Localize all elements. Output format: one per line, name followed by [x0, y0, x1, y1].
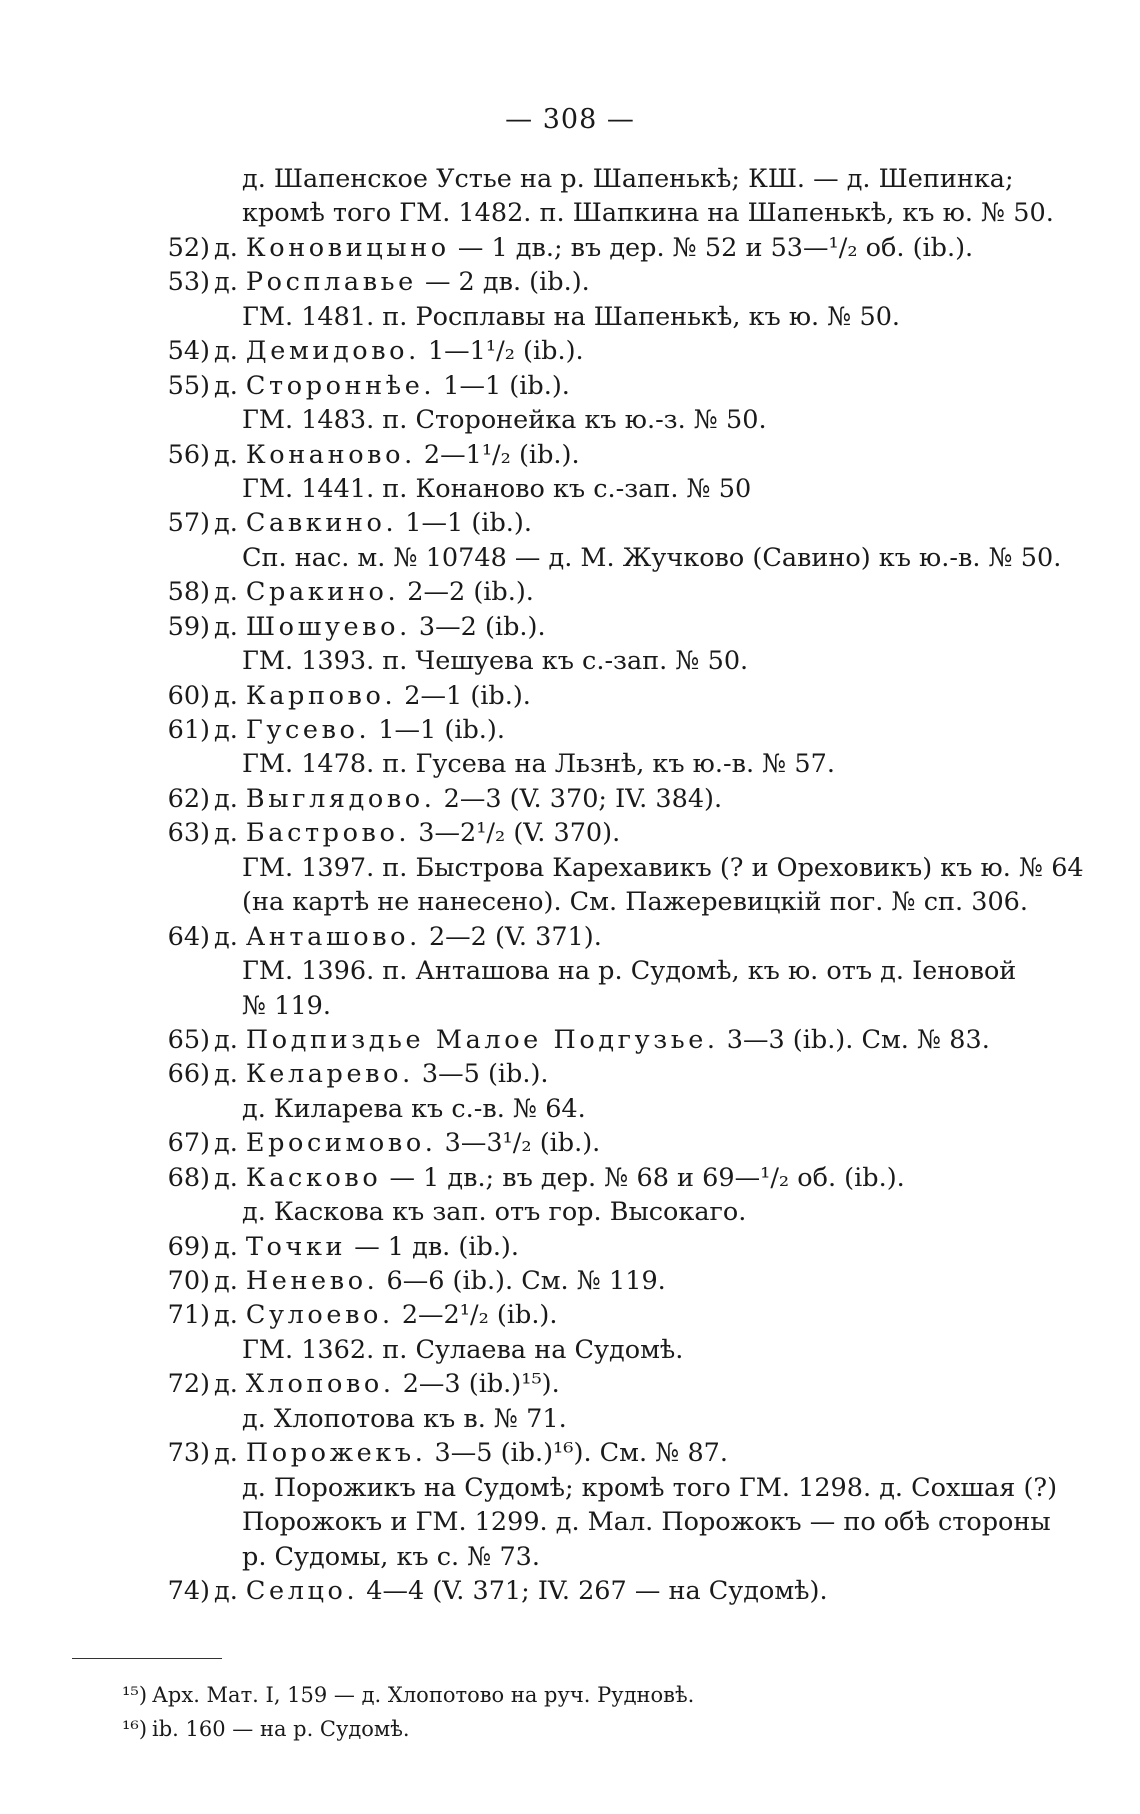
entry-text — [214, 1126, 1050, 1160]
footnote-text: Арх. Мат. I, 159 — д. Хлопотово на руч. Рудновѣ. — [152, 1683, 695, 1707]
entry-prefix: д. — [214, 611, 238, 642]
entry-details: 6—6 (ib.). См. № 119. — [386, 1266, 666, 1296]
entry-line — [0, 1574, 1140, 1608]
entry-details: 2—3 (ib.)¹⁵). — [402, 1369, 560, 1400]
footnote — [0, 1678, 1140, 1712]
village-name: Шошуево. — [245, 611, 411, 642]
entry-details: — 2 дв. (ib.). — [424, 267, 590, 298]
entry-prefix: д. — [214, 1024, 238, 1055]
entry-details: 3—3¹/₂ (ib.). — [444, 1128, 601, 1159]
entry-line — [0, 334, 1140, 368]
entry-prefix: д. — [214, 508, 238, 539]
entry-line — [0, 679, 1140, 713]
entry-prefix: д. — [214, 921, 238, 952]
entry-details: — 1 дв.; въ дер. № 52 и 53—¹/₂ об. (ib.). — [457, 232, 974, 263]
village-name: Касково — [245, 1162, 382, 1193]
entry-line — [0, 610, 1140, 644]
entry-text: д. Киларева къ с.-в. № 64. — [242, 1093, 586, 1124]
entry-line — [0, 1264, 1140, 1298]
entry-details: 2—2 (ib.). — [407, 577, 534, 608]
entry-prefix: д. — [214, 439, 238, 470]
village-name: Савкино. — [245, 508, 398, 539]
entry-text: р. Судомы, къ с. № 73. — [242, 1541, 540, 1572]
entry-line — [0, 713, 1140, 747]
entry-prefix: д. — [214, 783, 238, 814]
entry-number: 54) — [167, 336, 210, 367]
entry-number: 71) — [167, 1300, 210, 1331]
entry-number: 59) — [167, 611, 210, 642]
entry-prefix: д. — [214, 1128, 238, 1159]
village-name: Сулоево. — [245, 1300, 394, 1331]
entry-prefix: д. — [214, 1162, 238, 1193]
village-name: Селцо. — [245, 1575, 359, 1606]
entry-text — [214, 782, 1050, 816]
entry-text — [214, 816, 1050, 850]
entry-text: ГМ. 1441. п. Конаново къ с.-зап. № 50 — [242, 473, 752, 504]
entry-details: 2—1¹/₂ (ib.). — [423, 439, 580, 470]
entry-text — [214, 1574, 1050, 1608]
entry-number: 62) — [167, 783, 210, 814]
entry-details: — 1 дв. (ib.). — [354, 1231, 519, 1262]
entry-number: 68) — [167, 1162, 210, 1193]
entry-text: кромѣ того ГМ. 1482. п. Шапкина на Шапенькѣ, къ ю. № 50. — [242, 198, 1054, 229]
entry-prefix: д. — [214, 577, 238, 608]
entry-continuation-line — [0, 472, 1140, 506]
entry-text: д. Хлопотова къ в. № 71. — [242, 1403, 567, 1434]
entry-continuation-line — [0, 1402, 1140, 1436]
footnote — [0, 1712, 1140, 1746]
entry-details: 3—2 (ib.). — [418, 611, 546, 642]
entry-details: 2—2 (V. 371). — [428, 921, 602, 952]
village-name: Порожекъ. — [245, 1438, 427, 1469]
entry-line — [0, 506, 1140, 540]
entry-text: д. Порожикъ на Судомѣ; кромѣ того ГМ. 1298. д. Сохшая (?) — [242, 1472, 1058, 1503]
entry-continuation-line — [0, 885, 1140, 919]
village-name: Подпиздье Малое Подгузье. — [245, 1024, 719, 1055]
entry-continuation-line — [0, 1540, 1140, 1574]
entry-details: 3—5 (ib.). — [421, 1059, 549, 1090]
entry-details: 2—3 (V. 370; IV. 384). — [443, 783, 723, 814]
entry-text: д. Каскова къ зап. отъ гор. Высокаго. — [242, 1197, 747, 1228]
entry-prefix: д. — [214, 370, 238, 401]
entry-text — [214, 438, 1050, 472]
entry-text — [214, 1436, 1050, 1470]
village-name: Коновицыно — [245, 232, 450, 263]
entry-text — [214, 506, 1050, 540]
entry-text — [214, 920, 1050, 954]
entry-prefix: д. — [214, 818, 238, 849]
entry-continuation-line — [0, 954, 1140, 988]
entry-text: (на картѣ не нанесено). См. Пажеревицкiй пог. № сп. 306. — [242, 887, 1028, 918]
entry-number: 73) — [167, 1438, 210, 1469]
village-name: Бастрово. — [245, 818, 411, 849]
village-name: Еросимово. — [245, 1128, 437, 1159]
entry-text — [214, 265, 1050, 299]
entry-prefix: д. — [214, 1231, 238, 1262]
entry-continuation-line — [0, 747, 1140, 781]
entry-text: ГМ. 1397. п. Быстрова Карехавикъ (? и Ореховикъ) къ ю. № 64 — [242, 852, 1084, 883]
entry-number: 65) — [167, 1024, 210, 1055]
entry-line — [0, 1126, 1140, 1160]
entry-text — [214, 1298, 1050, 1332]
village-name: Хлопово. — [245, 1369, 395, 1400]
entry-line — [0, 1023, 1140, 1057]
footnote-mark: ¹⁶) — [122, 1717, 148, 1741]
entry-line — [0, 816, 1140, 850]
entry-details: 3—2¹/₂ (V. 370). — [418, 818, 621, 849]
entry-text: Порожокъ и ГМ. 1299. д. Мал. Порожокъ — по обѣ стороны — [242, 1507, 1051, 1538]
entry-prefix: д. — [214, 1059, 238, 1090]
entry-prefix: д. — [214, 1300, 238, 1331]
entry-prefix: д. — [214, 680, 238, 711]
entry-line — [0, 1298, 1140, 1332]
entry-prefix: д. — [214, 1438, 238, 1469]
entry-continuation-line — [0, 1092, 1140, 1126]
entry-number: 70) — [167, 1266, 210, 1296]
entry-text — [214, 334, 1050, 368]
entry-number: 53) — [167, 267, 210, 298]
footnote-text: ib. 160 — на р. Судомѣ. — [152, 1717, 410, 1741]
entry-text — [214, 1023, 1050, 1057]
entry-number: 69) — [167, 1231, 210, 1262]
entry-line — [0, 438, 1140, 472]
entry-details: — 1 дв.; въ дер. № 68 и 69—¹/₂ об. (ib.). — [389, 1162, 905, 1193]
village-name: Конаново. — [245, 439, 416, 470]
entry-line — [0, 231, 1140, 265]
entry-continuation-line — [0, 300, 1140, 334]
entry-text — [214, 1161, 1050, 1195]
entry-number: 61) — [167, 715, 210, 745]
village-name: Анташово. — [245, 921, 421, 952]
footnotes — [0, 1678, 1140, 1746]
entry-line — [0, 265, 1140, 299]
entry-line — [0, 1367, 1140, 1401]
entry-number: 72) — [167, 1369, 210, 1400]
village-name: Росплавье — [245, 267, 417, 298]
entry-number: 57) — [167, 508, 210, 539]
entry-details: 2—1 (ib.). — [404, 680, 531, 711]
entry-number: 64) — [167, 921, 210, 952]
entry-number: 52) — [167, 232, 210, 263]
entry-continuation-line — [0, 644, 1140, 678]
entry-continuation-line — [0, 541, 1140, 575]
entry-details: 3—5 (ib.)¹⁶). См. № 87. — [434, 1438, 729, 1469]
entry-continuation-line — [0, 851, 1140, 885]
entry-text — [214, 1264, 1050, 1298]
village-name: Точки — [245, 1231, 347, 1262]
entry-number: 67) — [167, 1128, 210, 1159]
entry-text — [214, 713, 1050, 747]
village-name: Гусево. — [245, 715, 371, 745]
entry-number: 56) — [167, 439, 210, 470]
entry-text: ГМ. 1396. п. Анташова на р. Судомѣ, къ ю. отъ д. Iеновой — [242, 956, 1017, 987]
entry-text — [214, 1367, 1050, 1401]
village-name: Карпово. — [245, 680, 397, 711]
footnote-mark: ¹⁵) — [122, 1683, 148, 1707]
entry-prefix: д. — [214, 715, 238, 745]
entry-line — [0, 1161, 1140, 1195]
footnote-separator — [72, 1658, 222, 1659]
entry-prefix: д. — [214, 1369, 238, 1400]
entry-prefix: д. — [214, 232, 238, 263]
entry-details: 2—2¹/₂ (ib.). — [401, 1300, 558, 1331]
entry-line — [0, 1436, 1140, 1470]
entry-details: 4—4 (V. 371; IV. 267 — на Судомѣ). — [366, 1575, 828, 1606]
entry-text: № 119. — [242, 990, 332, 1021]
entry-line — [0, 1057, 1140, 1091]
entry-text: ГМ. 1362. п. Сулаева на Судомѣ. — [242, 1334, 684, 1365]
entry-text: д. Шапенское Устье на р. Шапенькѣ; КШ. — д. Шепинка; — [242, 164, 1014, 194]
entry-number: 58) — [167, 577, 210, 608]
entry-line — [0, 920, 1140, 954]
entry-line — [0, 1230, 1140, 1264]
entry-text: ГМ. 1393. п. Чешуева къ с.-зап. № 50. — [242, 646, 749, 677]
entry-text: ГМ. 1481. п. Росплавы на Шапенькѣ, къ ю. № 50. — [242, 301, 901, 332]
entry-line — [0, 369, 1140, 403]
entry-line — [0, 575, 1140, 609]
entry-text: Сп. нас. м. № 10748 — д. М. Жучково (Савино) къ ю.-в. № 50. — [242, 542, 1062, 573]
entry-number: 63) — [167, 818, 210, 849]
entry-prefix: д. — [214, 336, 238, 367]
entry-continuation-line — [0, 196, 1140, 230]
entry-details: 1—1 (ib.). — [378, 715, 505, 745]
entry-continuation-line — [0, 1333, 1140, 1367]
entry-continuation-line — [0, 162, 1140, 196]
village-name: Стороннѣе. — [245, 370, 436, 401]
entry-text — [214, 1057, 1050, 1091]
entry-line — [0, 782, 1140, 816]
entry-continuation-line — [0, 989, 1140, 1023]
entry-prefix: д. — [214, 1575, 238, 1606]
entry-text — [214, 231, 1050, 265]
entry-number: 55) — [167, 370, 210, 401]
entry-details: 1—1 (ib.). — [405, 508, 532, 539]
entry-number: 60) — [167, 680, 210, 711]
village-name: Демидово. — [245, 336, 420, 367]
entry-continuation-line — [0, 403, 1140, 437]
village-name: Ненево. — [245, 1266, 379, 1296]
entry-number: 66) — [167, 1059, 210, 1090]
entry-text — [214, 610, 1050, 644]
entry-text: ГМ. 1478. п. Гусева на Льзнѣ, къ ю.-в. № 57. — [242, 749, 835, 780]
entry-prefix: д. — [214, 1266, 238, 1296]
entry-details: 1—1 (ib.). — [443, 370, 570, 401]
entry-text — [214, 679, 1050, 713]
village-name: Выглядово. — [245, 783, 436, 814]
entry-text — [214, 575, 1050, 609]
entry-text — [214, 1230, 1050, 1264]
entry-text: ГМ. 1483. п. Сторонейка къ ю.-з. № 50. — [242, 405, 767, 436]
entry-continuation-line — [0, 1195, 1140, 1229]
entry-details: 1—1¹/₂ (ib.). — [427, 336, 584, 367]
page-number: — 308 — — [505, 104, 635, 135]
entry-continuation-line — [0, 1471, 1140, 1505]
village-name: Сракино. — [245, 577, 400, 608]
entry-continuation-line — [0, 1505, 1140, 1539]
entry-text — [214, 369, 1050, 403]
entry-details: 3—3 (ib.). См. № 83. — [726, 1024, 990, 1055]
village-name: Келарево. — [245, 1059, 414, 1090]
entries-list — [0, 162, 1140, 1608]
entry-prefix: д. — [214, 267, 238, 298]
entry-number: 74) — [167, 1575, 210, 1606]
